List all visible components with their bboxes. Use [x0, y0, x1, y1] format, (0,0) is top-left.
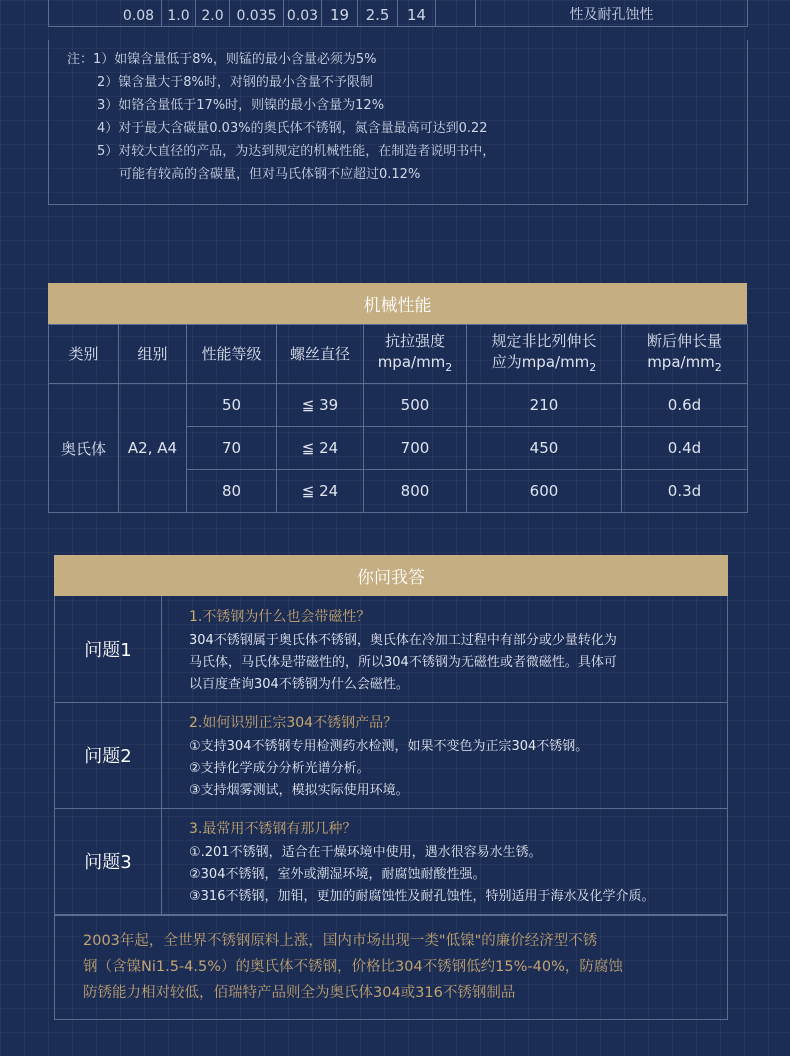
- note-line: 3）如铬含量低于17%时，则镍的最小含量为12%: [97, 98, 385, 113]
- footer-line: 防锈能力相对较低，佰瑞特产品则全为奥氏体304或316不锈钢制品: [83, 985, 516, 1001]
- header-grade: 性能等级: [187, 325, 277, 384]
- note-line: 注：1）如镍含量低于8%，则锰的最小含量必须为5%: [67, 52, 377, 67]
- grade-cell: 80: [187, 470, 277, 513]
- diameter-cell: ≦ 24: [277, 470, 364, 513]
- tensile-cell: 500: [364, 384, 467, 427]
- qa-question: 1.不锈钢为什么也会带磁性？: [189, 609, 371, 625]
- header-category: 类别: [49, 325, 119, 384]
- yield-cell: 600: [467, 470, 622, 513]
- qa-question: 3.最常用不锈钢有那几种？: [189, 821, 357, 837]
- header-diameter: 螺丝直径: [277, 325, 364, 384]
- qa-label: 问题2: [55, 702, 162, 808]
- grade-cell: 50: [187, 384, 277, 427]
- tensile-cell: 700: [364, 427, 467, 470]
- diameter-cell: ≦ 39: [277, 384, 364, 427]
- unit: mpa/$mm_2$: [377, 352, 453, 374]
- note-line: 可能有较高的含碳量，但对马氏体钢不应超过0.12%: [119, 167, 421, 182]
- table-cell: 0.035: [230, 0, 284, 26]
- qa-question: 2.如何识别正宗304不锈钢产品？: [189, 715, 398, 731]
- table-cell: 1.0: [162, 0, 196, 26]
- category-cell: 奥氏体: [49, 384, 119, 513]
- qa-answer-line: 304不锈钢属于奥氏体不锈钢，奥氏体在冷加工过程中有部分或少量转化为: [189, 633, 617, 648]
- note-line: 5）对较大直径的产品，为达到规定的机械性能，在制造者说明书中，: [97, 144, 496, 159]
- qa-label: 问题3: [55, 808, 162, 914]
- qa-answer-line: ③支持烟雾测试，模拟实际使用环境。: [189, 783, 409, 798]
- elongation-cell: 0.3d: [622, 470, 748, 513]
- table-cell: 19: [322, 0, 358, 26]
- qa-table: [54, 596, 728, 916]
- header-elongation: 断后伸长量 mpa/$mm_2$: [622, 325, 748, 384]
- table-cell: 2.0: [196, 0, 230, 26]
- composition-table-fragment: [48, 0, 748, 27]
- diameter-cell: ≦ 24: [277, 427, 364, 470]
- table-cell: [436, 0, 476, 26]
- qa-answer-line: 马氏体，马氏体是带磁性的，所以304不锈钢为无磁性或者微磁性。具体可: [189, 655, 617, 670]
- qa-item: [55, 596, 727, 703]
- table-cell: 0.03: [284, 0, 322, 26]
- qa-answer-line: ③316不锈钢，加钼，更加的耐腐蚀性及耐孔蚀性，特别适用于海水及化学介质。: [189, 889, 655, 904]
- table-cell: 14: [398, 0, 436, 26]
- grade-cell: 70: [187, 427, 277, 470]
- qa-answer-line: ①.201不锈钢，适合在干燥环境中使用，遇水很容易水生锈。: [189, 845, 542, 860]
- header-tensile: 抗拉强度 mpa/$mm_2$: [364, 325, 467, 384]
- qa-title: 你问我答: [54, 555, 728, 596]
- note-line: 4）对于最大含碳量0.03%的奥氏体不锈钢，氮含量最高可达到0.22: [97, 121, 488, 136]
- group-cell: A2, A4: [119, 384, 187, 513]
- table-cell: 性及耐孔蚀性: [569, 7, 654, 23]
- qa-answer-line: ①支持304不锈钢专用检测药水检测，如果不变色为正宗304不锈钢。: [189, 739, 589, 754]
- footer-box: [54, 916, 728, 1020]
- tensile-cell: 800: [364, 470, 467, 513]
- table-cell: 0.08: [116, 0, 162, 26]
- qa-item: [55, 808, 727, 915]
- footer-text: [83, 928, 623, 1006]
- elongation-cell: 0.4d: [622, 427, 748, 470]
- qa-answer-line: 以百度查询304不锈钢为什么会磁性。: [189, 677, 409, 692]
- qa-item: [55, 702, 727, 809]
- table-cell: 2.5: [358, 0, 398, 26]
- unit: mpa/$mm_2$: [647, 352, 722, 374]
- footer-line: 2003年起，全世界不锈钢原料上涨，国内市场出现一类"低镍"的廉价经济型不锈: [83, 933, 598, 949]
- yield-cell: 210: [467, 384, 622, 427]
- note-line: 2）镍含量大于8%时，对钢的最小含量不予限制: [97, 75, 373, 90]
- mechanical-table: [48, 324, 747, 512]
- header-yield: 规定非比列伸长 应为mpa/$mm_2$: [467, 325, 622, 384]
- header-group: 组别: [119, 325, 187, 384]
- unit: 应为mpa/$mm_2$: [491, 352, 597, 374]
- table-header-row: [49, 325, 748, 384]
- yield-cell: 450: [467, 427, 622, 470]
- qa-label: 问题1: [55, 596, 162, 702]
- mechanical-title: 机械性能: [48, 283, 747, 324]
- notes-box: [48, 40, 748, 205]
- qa-answer-line: ②304不锈钢，室外或潮湿环境，耐腐蚀耐酸性强。: [189, 867, 486, 882]
- elongation-cell: 0.6d: [622, 384, 748, 427]
- qa-answer-line: ②支持化学成分分析光谱分析。: [189, 761, 370, 776]
- table-row: [49, 384, 748, 427]
- footer-line: 钢（含镍Ni1.5-4.5%）的奥氏体不锈钢，价格比304不锈钢低约15%-40%，防腐蚀: [83, 959, 623, 975]
